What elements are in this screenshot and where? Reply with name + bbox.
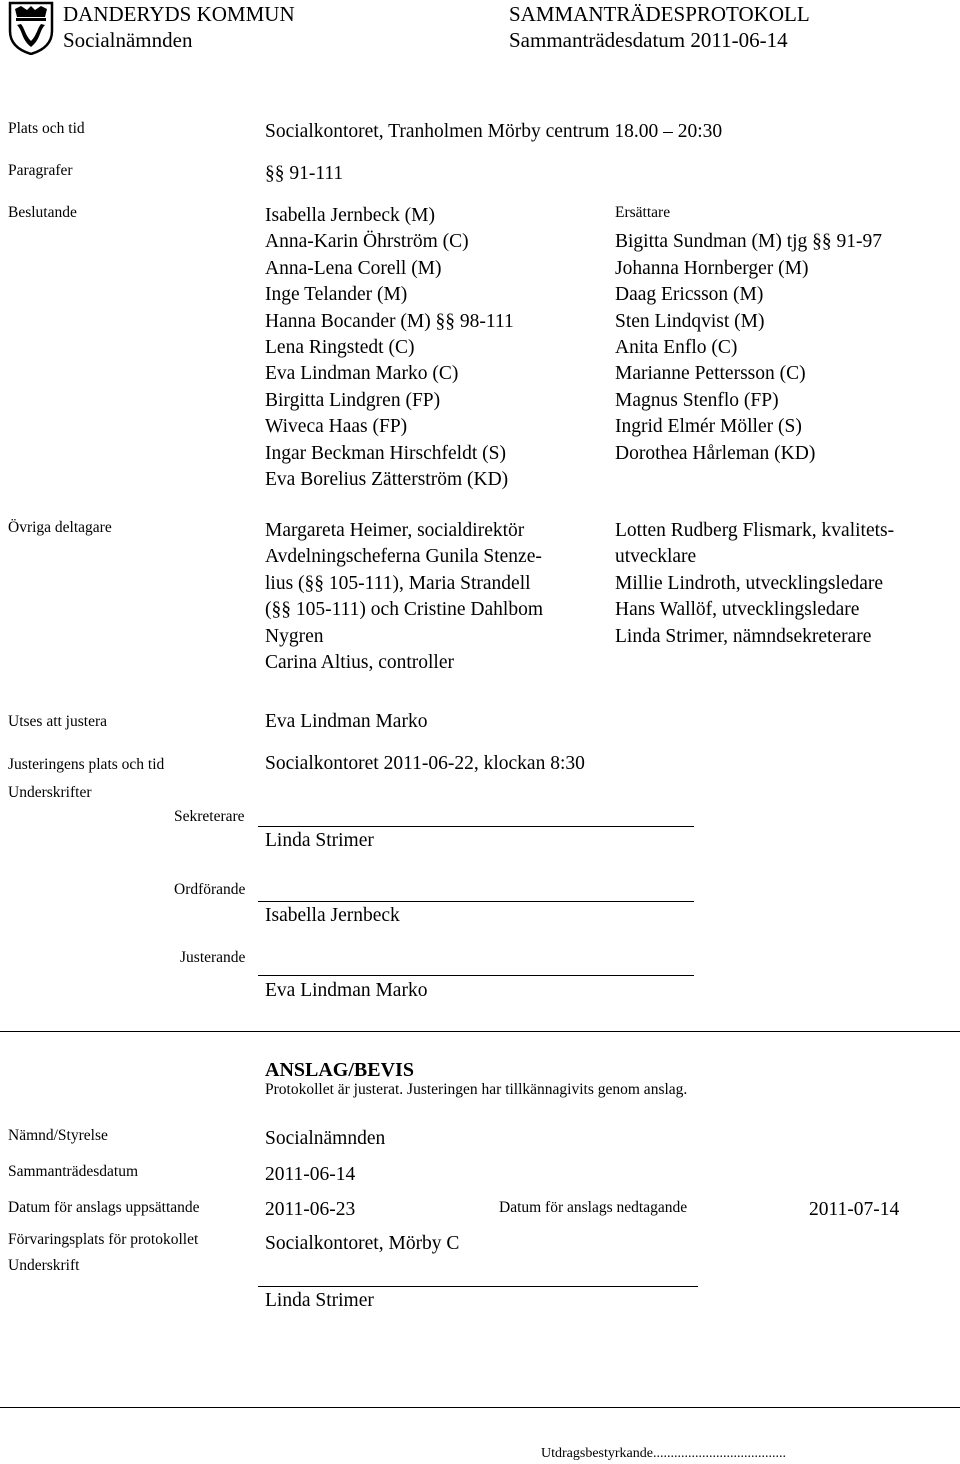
secretary-name: Linda Strimer [265,830,374,851]
org-name: DANDERYDS KOMMUN [63,2,295,26]
member-item: Eva Lindman Marko (C) [265,363,459,385]
decision-makers-list [265,203,514,493]
participant-line: Avdelningscheferna Gunila Stenze- [265,546,542,568]
notice-signature-line [258,1286,698,1287]
notice-text: Protokollet är justerat. Justeringen har tillkännagivits genom anslag. [265,1081,688,1098]
notice-signature-label: Underskrift [8,1257,80,1274]
unit-name: Socialnämnden [63,28,193,52]
document-type: SAMMANTRÄDESPROTOKOLL [509,2,810,26]
storage-label: Förvaringsplats för protokollet [8,1231,199,1248]
participant-line: Margareta Heimer, socialdirektör [265,520,525,541]
board-label: Nämnd/Styrelse [8,1127,108,1144]
participant-line: Linda Strimer, nämndsekreterare [615,625,872,647]
participant-line: Millie Lindroth, utvecklingsledare [615,572,884,594]
extract-certification [541,1445,786,1463]
signing-adjuster-name: Eva Lindman Marko [265,980,428,1001]
other-participants-label: Övriga deltagare [8,519,112,536]
notice-title: ANSLAG/BEVIS [265,1059,414,1081]
signing-adjuster-label: Justerande [180,949,246,966]
chair-name: Isabella Jernbeck [265,905,400,926]
participant-line: Lotten Rudberg Flismark, kvalitets- [615,520,895,541]
substitute-item: Daag Ericsson (M) [615,284,764,306]
participant-line: lius (§§ 105-111), Maria Strandell [265,572,531,594]
member-item: Inge Telander (M) [265,284,408,306]
removed-date-label: Datum för anslags nedtagande [499,1199,688,1216]
storage-value: Socialkontoret, Mörby C [265,1233,460,1254]
place-time-value: Socialkontoret, Tranholmen Mörby centrum 18.00 – 20:30 [265,121,723,142]
substitutes-label: Ersättare [615,204,671,221]
danderyd-coat-of-arms-icon [7,1,55,55]
footer-divider [0,1407,960,1408]
extract-dots: ...................................... [652,1446,786,1461]
other-participants-left [265,518,543,676]
paragraphs-label: Paragrafer [8,162,73,179]
meeting-date-header: Sammanträdesdatum 2011-06-14 [509,28,788,52]
substitute-item: Dorothea Hårleman (KD) [615,442,816,464]
member-item: Ingar Beckman Hirschfeldt (S) [265,442,506,464]
participant-line: Carina Altius, controller [265,651,455,673]
substitute-item: Anita Enflo (C) [615,336,738,358]
substitute-item: Ingrid Elmér Möller (S) [615,416,802,438]
section-divider [0,1031,960,1032]
substitute-item: Johanna Hornberger (M) [615,257,809,279]
notice-signature-name: Linda Strimer [265,1290,374,1311]
chair-label: Ordförande [174,881,246,898]
participant-line: Nygren [265,625,324,647]
posted-date-label: Datum för anslags uppsättande [8,1199,200,1216]
substitute-item: Sten Lindqvist (M) [615,310,765,332]
adjustment-place-time-label: Justeringens plats och tid [8,756,165,773]
decision-makers-label: Beslutande [8,204,77,221]
participant-line: utvecklare [615,546,697,568]
notice-meeting-date-label: Sammanträdesdatum [8,1163,138,1180]
paragraphs-value: §§ 91-111 [265,163,344,184]
notice-meeting-date-value: 2011-06-14 [265,1164,356,1185]
member-item: Wiveca Haas (FP) [265,416,408,438]
member-item: Anna-Karin Öhrström (C) [265,231,469,253]
removed-date-value: 2011-07-14 [809,1199,900,1220]
adjuster-signature-line [258,975,694,976]
board-value: Socialnämnden [265,1128,386,1149]
member-item: Anna-Lena Corell (M) [265,257,442,279]
place-time-label: Plats och tid [8,120,85,137]
posted-date-value: 2011-06-23 [265,1199,356,1220]
member-item: Hanna Bocander (M) §§ 98-111 [265,310,514,332]
member-item: Lena Ringstedt (C) [265,336,415,358]
member-item: Isabella Jernbeck (M) [265,205,436,226]
member-item: Eva Borelius Zätterström (KD) [265,468,509,490]
secretary-signature-line [258,826,694,827]
participant-line: Hans Wallöf, utvecklingsledare [615,599,860,621]
adjustment-place-time-value: Socialkontoret 2011-06-22, klockan 8:30 [265,753,585,774]
substitutes-list [615,229,882,467]
extract-label: Utdragsbestyrkande [541,1446,653,1461]
adjuster-value: Eva Lindman Marko [265,711,428,732]
signatures-label: Underskrifter [8,784,92,801]
participant-line: (§§ 105-111) och Cristine Dahlbom [265,599,544,621]
substitute-item: Bigitta Sundman (M) tjg §§ 91-97 [615,231,883,253]
substitute-item: Marianne Pettersson (C) [615,363,806,385]
secretary-label: Sekreterare [174,808,245,825]
chair-signature-line [258,901,694,902]
adjuster-label: Utses att justera [8,713,108,730]
other-participants-right [615,518,894,650]
substitute-item: Magnus Stenflo (FP) [615,389,779,411]
member-item: Birgitta Lindgren (FP) [265,389,441,411]
